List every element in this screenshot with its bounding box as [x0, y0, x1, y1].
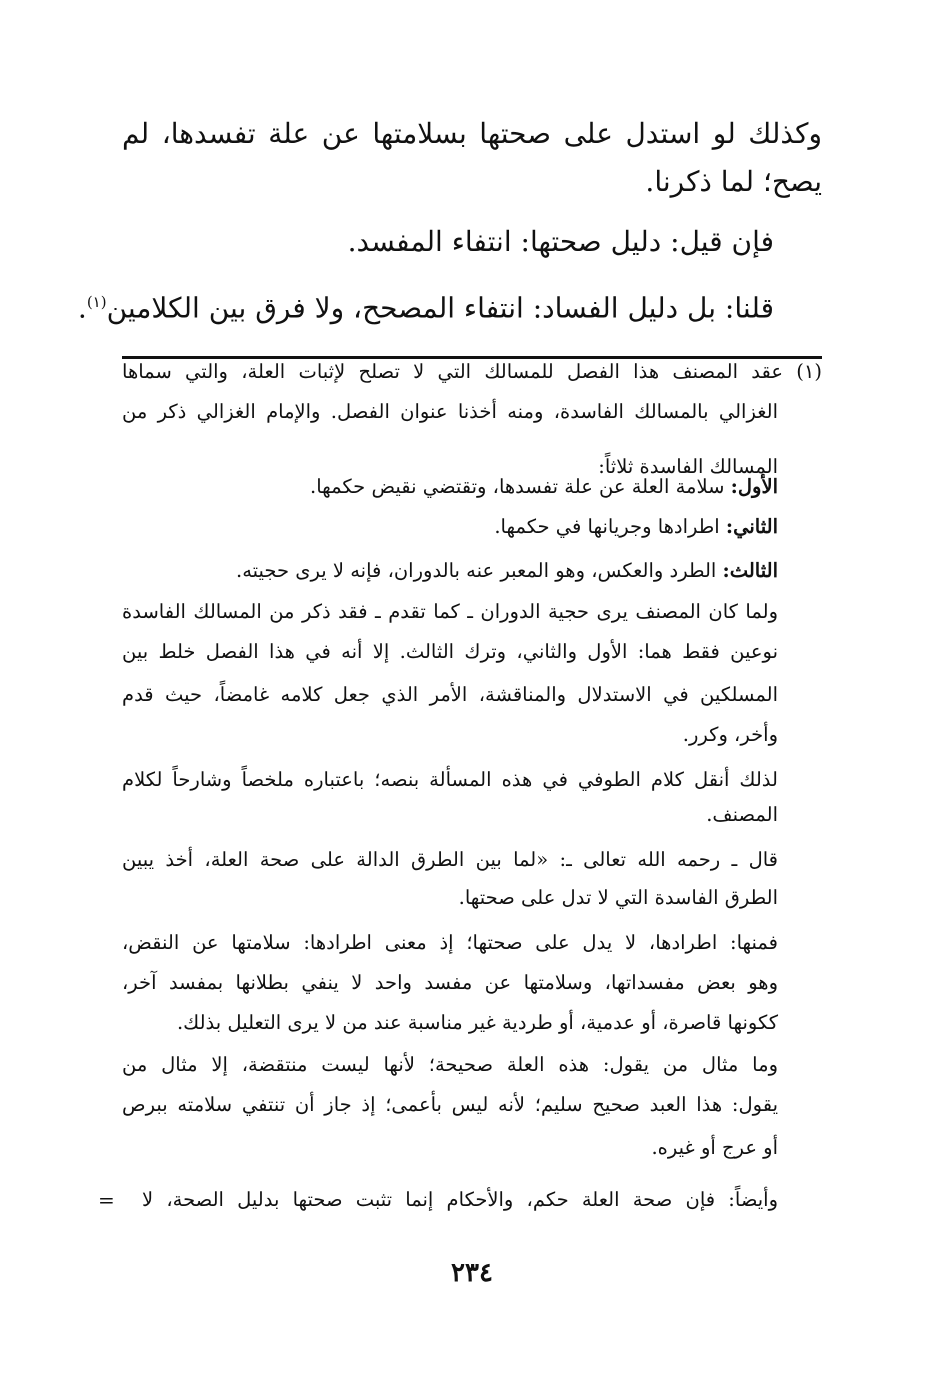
main-paragraph-1-line-2: يصح؛ لما ذكرنا.: [645, 165, 822, 198]
main-paragraph-3: [78, 282, 774, 328]
footnote-line-8: نوعين فقط هما: الأول والثاني، وترك الثالث. إلا أنه في هذا الفصل خلط بين: [122, 640, 778, 663]
footnote-item-second: [494, 512, 778, 542]
footnote-line-3: المسالك الفاسدة ثلاثاً:: [598, 455, 778, 478]
footnote-line-16: وهو بعض مفسداتها، وسلامتها عن مفسد واحد لا ينفي بطلانها بمفسد آخر،: [122, 971, 778, 994]
footnote-item-third: [236, 556, 778, 586]
footnote-line-11: لذلك أنقل كلام الطوفي في هذه المسألة بنصه؛ باعتباره ملخصاً وشارحاً لكلام: [122, 768, 778, 791]
main-paragraph-3-end: .: [77, 291, 87, 325]
footnote-line-19: يقول: هذا العبد صحيح سليم؛ لأنه ليس بأعمى؛ إذ جاز أن تنتفي سلامته ببرص: [122, 1093, 778, 1116]
footnote-line-14: الطرق الفاسدة التي لا تدل على صحتها.: [458, 886, 778, 909]
page-number: ٢٣٤: [451, 1258, 493, 1288]
footnote-line-1: (١) عقد المصنف هذا الفصل للمسالك التي لا تصلح لإثبات العلة، والتي سماها: [122, 360, 822, 383]
footnote-item-second-text: اطرادها وجريانها في حكمها.: [494, 515, 726, 538]
footnote-item-first-text: سلامة العلة عن علة تفسدها، وتقتضي نقيض حكمها.: [310, 475, 731, 498]
footnote-line-7: ولما كان المصنف يرى حجية الدوران ـ كما تقدم ـ فقد ذكر من المسالك الفاسدة: [122, 600, 778, 623]
footnote-line-18: وما مثال من يقول: هذه العلة صحيحة؛ لأنها ليست منتقضة، إلا مثال من: [122, 1053, 778, 1076]
footnote-line-10: وأخر، وكرر.: [682, 723, 778, 746]
footnote-item-third-text: الطرد والعكس، وهو المعبر عنه بالدوران، فإنه لا يرى حجيته.: [236, 559, 723, 582]
footnote-item-first: [310, 472, 778, 502]
footnote-line-15: فمنها: اطرادها، لا يدل على صحتها؛ إذ معنى اطرادها: سلامتها عن النقض،: [122, 931, 778, 954]
main-paragraph-3-text: قلنا: بل دليل الفساد: انتفاء المصحح، ولا فرق بين الكلامين: [106, 291, 774, 325]
footnote-line-2: الغزالي بالمسالك الفاسدة، ومنه أخذنا عنوان الفصل. والإمام الغزالي ذكر من: [122, 400, 778, 423]
footnote-line-21: وأيضاً: فإن صحة العلة حكم، والأحكام إنما تثبت صحتها بدليل الصحة، لا: [142, 1188, 778, 1211]
footnote-item-first-label: الأول:: [730, 475, 778, 498]
footnote-line-12: المصنف.: [706, 803, 778, 826]
footnote-line-9: المسلكين في الاستدلال والمناقشة، الأمر الذي جعل كلامه غامضاً، حيث قدم: [122, 683, 778, 706]
continuation-mark: =: [98, 1188, 115, 1212]
footnote-reference: (١): [86, 293, 107, 311]
footnote-item-second-label: الثاني:: [725, 515, 778, 538]
footnote-line-17: ككونها قاصرة، أو عدمية، أو طردية غير مناسبة عند من لا يرى التعليل بذلك.: [176, 1011, 778, 1034]
footnote-line-20: أو عرج أو غيره.: [651, 1136, 778, 1159]
footnote-line-13: قال ـ رحمه الله تعالى ـ: «لما بين الطرق الدالة على صحة العلة، أخذ يبين: [122, 848, 778, 871]
main-paragraph-1-line-1: وكذلك لو استدل على صحتها بسلامتها عن علة تفسدها، لم: [122, 117, 822, 150]
footnote-item-third-label: الثالث:: [722, 559, 778, 582]
main-paragraph-2: فإن قيل: دليل صحتها: انتفاء المفسد.: [347, 225, 774, 258]
